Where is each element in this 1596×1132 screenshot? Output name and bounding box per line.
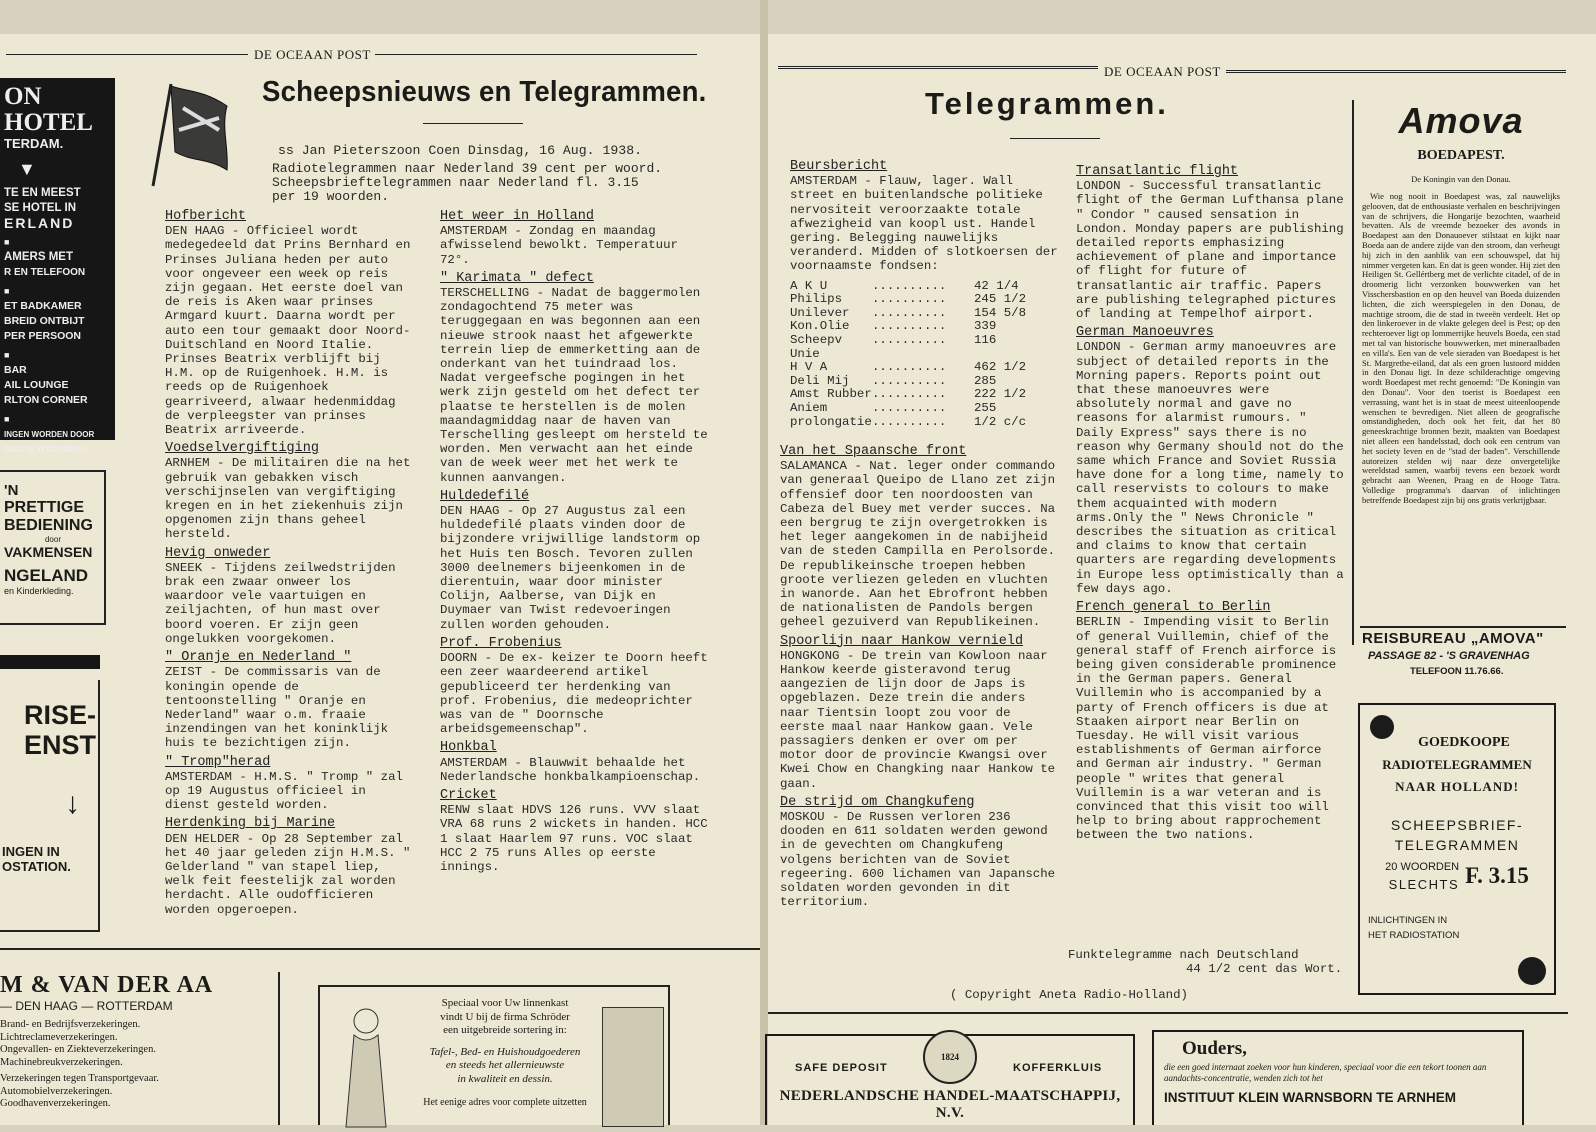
radio-price-label (1385, 859, 1459, 893)
clothing-line: door (44, 535, 61, 544)
insurance-item: Machinebreukverzekeringen. (0, 1056, 123, 1068)
stock-row (790, 334, 1060, 361)
stock-value: 42 1/4 (974, 278, 1019, 293)
article-head: German Manoeuvres (1076, 325, 1214, 341)
stock-value: 1/2 c/c (974, 414, 1027, 429)
stock-name: Amst Rubber (790, 387, 872, 402)
clothing-line: PRETTIGE (4, 499, 85, 516)
article-text: DOORN - De ex- keizer te Doorn heeft een zeer waardeerend artikel gepubliceerd ter herdenking van prof. Frobenius, die medeoprichter was van de " Doornsche arbeidsgemeenschap". (440, 651, 708, 737)
linen-line: Speciaal voor Uw linnenkast (441, 997, 569, 1009)
article-text: SALAMANCA - Nat. leger onder commando van generaal Queipo de Llano zet zijn offensief door ten noordoosten van Cabeza del Buey met verder succes. Na een bergrug te zijn overgetrokken is het leger aangekomen in de nabijheid van de steden Campilla en Perolsorde. De republikeinsche troepen hebben groote verliezen geleden en vluchten in wanorde. Aan het Ebrofront hebben de nationalisten de Pandols bergen geheel gezuiverd van Republikeinen. (780, 459, 1056, 630)
article-head: " Tromp"herad (165, 754, 271, 770)
article-text: LONDON - Successful transatlantic flight of the German Lufthansa plane " Condor " caused sensation in London. Monday papers are publishing detailed reports emphasizing achievement of plane and importance of flight for future of transatlantic air traffic. Papers are publishing telegraphed pictures of landing at Tempelhof airport. (1076, 179, 1344, 322)
hotel-line: ERLAND (4, 215, 75, 231)
insurance-item: Goodhavenverzekeringen. (0, 1098, 111, 1109)
hotel-ad-city: TERDAM. (4, 136, 64, 151)
hotel-line: PER PERSOON (4, 330, 82, 342)
article-head: Huldedefilé (440, 488, 530, 504)
bank-emblem (923, 1030, 977, 1084)
flag-illustration (143, 78, 235, 190)
school-ad-name: INSTITUUT KLEIN WARNSBORN TE ARNHEM (1164, 1090, 1456, 1105)
dateline: ss Jan Pieterszoon Coen Dinsdag, 16 Aug. 1938. (278, 143, 643, 158)
insurance-item: Lichtreclameverzekeringen. (0, 1031, 118, 1043)
bank-year: 1824 (941, 1052, 959, 1062)
hotel-line: GRATIS VERZONDEN. (4, 445, 89, 454)
article-text: ARNHEM - De militairen die na het gebruik van gebakken visch verschijnselen van vergiftiging kregen en in het ziekenhuis zijn opgenomen zijn thans geheel hersteld. (165, 456, 411, 542)
stock-name: Scheepv Unie (790, 333, 843, 361)
hotel-line: R EN TELEFOON (4, 267, 86, 278)
insurance-name: M & VAN DER AA (0, 972, 214, 998)
stock-name: Philips (790, 292, 843, 307)
bank-name: NEDERLANDSCHE HANDEL-MAATSCHAPPIJ, N.V. (779, 1088, 1121, 1121)
article-head: French general to Berlin (1076, 600, 1271, 616)
rise-line: RISE- (23, 700, 96, 730)
hotel-line: AMERS MET (4, 251, 73, 263)
masthead-rule-right-2 (1226, 70, 1566, 73)
stock-name: prolongatie (790, 414, 872, 429)
news-column-2 (440, 210, 708, 879)
insurance-item: Ongevallen- en Ziekteverzekeringen. (0, 1044, 156, 1055)
article-text: RENW slaat HDVS 126 runs. VVV slaat VRA 68 runs 2 wickets in handen. HCC 1 slaat Haarlem 97 runs. VOC slaat HCC 2 75 runs Alles op eerste innings. (440, 803, 708, 874)
cabinet-illustration (602, 1007, 664, 1127)
lightning-circle-icon (1370, 715, 1394, 739)
masthead-rule-left (6, 54, 248, 55)
hotel-line: RLTON CORNER (4, 394, 88, 406)
article-head: Hofbericht (165, 209, 247, 224)
stock-name: H V A (790, 360, 828, 375)
stock-row (790, 361, 1060, 375)
clothing-line: NGELAND (4, 566, 89, 585)
stock-leader: .......... (872, 373, 947, 388)
stock-row (790, 307, 1060, 321)
stock-row (790, 293, 1060, 307)
insurance-list (0, 1019, 278, 1111)
linen-ad-text (410, 997, 600, 1110)
insurance-item: Brand- en Bedrijfsverzekeringen. (0, 1019, 141, 1030)
hotel-ad (0, 78, 115, 454)
stock-row (790, 375, 1060, 389)
hotel-line: SE HOTEL IN (4, 202, 76, 214)
insurance-cities: — DEN HAAG — ROTTERDAM (0, 999, 173, 1013)
stock-name: Deli Mij (790, 373, 850, 388)
radio-line: GOEDKOOPE (1418, 735, 1510, 750)
school-ad-title: Ouders, (1182, 1038, 1247, 1059)
amova-ad (1352, 100, 1564, 645)
funk-line: Funktelegramme nach Deutschland (1068, 948, 1299, 962)
stock-row (790, 388, 1060, 402)
article-text: DEN HELDER - Op 28 September zal het 40 jaar geleden zijn H.M.S. " Gelderland " van stapel liep, welk feit feestelijk zal worden herdacht. Alle oudofficieren worden opgeroepen. (165, 831, 411, 917)
article-head: Prof. Frobenius (440, 635, 562, 651)
clothing-line: en Kinderkleding. (4, 586, 74, 596)
hotel-ad-name: ON HOTEL (4, 83, 93, 136)
school-ad (1152, 1030, 1524, 1125)
insurance-item: Automobielverzekeringen. (0, 1085, 113, 1097)
linen-line: en steeds het allernieuwste (445, 1059, 565, 1071)
article-head: Van het Spaansche front (780, 444, 967, 459)
article-head: Herdenking bij Marine (165, 816, 336, 832)
amova-footer-rule (1360, 626, 1566, 628)
article-head: " Karimata " defect (440, 270, 594, 286)
amova-footer-2: PASSAGE 82 - 'S GRAVENHAG (1368, 650, 1530, 662)
rise-line: INGEN IN (2, 844, 60, 859)
linen-line: vindt U bij de firma Schröder (440, 1010, 570, 1023)
clothing-line: VAKMENSEN (4, 544, 93, 560)
bottom-ads-rule-left (0, 948, 760, 950)
article-head: Honkbal (440, 740, 497, 756)
article-head: Voedselvergiftiging (165, 441, 319, 457)
stock-value: 339 (974, 319, 997, 334)
rise-line: ENST (23, 730, 96, 760)
page-fold (760, 0, 768, 1125)
stock-leader: .......... (872, 333, 947, 347)
radio-telegram-ad (1358, 703, 1556, 995)
article-head: Cricket (440, 787, 497, 803)
article-text: SNEEK - Tijdens zeilwedstrijden brak een zwaar onweer los waardoor vele vaartuigen en zeiljachten, of hun mast over boord voeren. Er zijn geen ongelukken voorgekomen. (165, 560, 396, 646)
radio-line: INLICHTINGEN IN (1368, 915, 1448, 926)
masthead-left: DE OCEAAN POST (254, 47, 371, 62)
title-underline (423, 123, 523, 124)
article-text: AMSTERDAM - Flauw, lager. Wall street en buitenlandsche politieke nervositeit veroorzaakte totale afwezigheid van koopl ust. Handel gering. Belegging nauwelijks veranderd. Midden of slotkoersen der voornaamste fondsen: (790, 174, 1058, 274)
triangle-icon: ▼ (18, 159, 36, 179)
article-head: " Oranje en Nederland " (165, 650, 352, 666)
radio-line: NAAR HOLLAND! (1395, 779, 1519, 794)
stock-value: 222 1/2 (974, 387, 1027, 402)
radio-line: SLECHTS (1388, 877, 1460, 892)
article-head: Hevig onweder (165, 545, 271, 561)
clothing-line: 'N (4, 482, 19, 499)
amova-footer-3: TELEFOON 11.76.66. (1410, 666, 1504, 677)
hotel-line: ET BADKAMER (4, 300, 82, 312)
right-title-underline (1010, 138, 1100, 139)
left-page-title: Scheepsnieuws en Telegrammen. (262, 76, 707, 108)
insurance-item: Verzekeringen tegen Transportgevaar. (0, 1073, 159, 1084)
article-text: DEN HAAG - Officieel wordt medegedeeld dat Prins Bernhard en Prinses Juliana heden per auto voor ongeveer een week op reis zijn gegaan. Het eerste doel van de reis is Aken waar prinses Armgard kuurt. Daarna wordt per auto een tour gemaakt door Noord-Duitschland en Noord Italie. Prinses Beatrix verblijft bij H.M. op de Ruigenhoek. H.M. is reeds op de Ruigenhoek gearriveerd, alwaar hedenmiddag de verpleegster van prinses Beatrix arriveerde. (165, 224, 411, 438)
clothing-ad (0, 470, 106, 625)
stock-row (790, 402, 1060, 416)
article-text: AMSTERDAM - Blauwwit behaalde het Nederlandsche honkbalkampioenschap. (440, 755, 701, 784)
rise-ad (0, 680, 100, 932)
radio-dot-icon (1518, 957, 1546, 985)
article-text: HONGKONG - De trein van Kowloon naar Hankow keerde gisteravond terug aangezien de lijn door de Japs is opgeblazen. Deze trein die anders naar Tientsin loopt zou voor de eerste maal naar Hankow gaan. Vele passagiers denken er over om per motor door de provincie Kwangsi over Kwei Chow en Changking naar Hankow te gaan. (780, 648, 1056, 791)
article-text: ZEIST - De commissaris van de koningin opende de tentoonstelling " Oranje en Nederland" waar o.m. fraaie inzendingen van het koninklijk huis te bezichtigen zijn. (165, 665, 389, 751)
news-column-4 (1076, 165, 1348, 848)
article-head: Het weer in Holland (440, 209, 594, 224)
bank-ad-right: KOFFERKLUIS (1013, 1062, 1103, 1074)
linen-ad (318, 985, 670, 1125)
stock-value: 285 (974, 373, 997, 388)
stock-name: Unilever (790, 305, 850, 320)
arrow-down-icon: ↓ (65, 787, 80, 820)
bank-ad (765, 1034, 1135, 1125)
stock-value: 245 1/2 (974, 292, 1027, 307)
radio-line: TELEGRAMMEN (1394, 837, 1520, 853)
radio-price-row (1366, 859, 1548, 893)
masthead-right: DE OCEAAN POST (1104, 64, 1221, 79)
article-text: MOSKOU - De Russen verloren 236 dooden en 611 soldaten werden gewond in de gevechten om Changkufeng volgens berichten van de Soviet regeering. 600 lichamen van Japansche soldaten worden gevonden in dit territorium. (780, 810, 1056, 910)
hotel-line: TE EN MEEST (4, 187, 81, 199)
bank-ad-left: SAFE DEPOSIT (795, 1062, 888, 1074)
amova-body: Wie nog nooit in Boedapest was, zal nauwelijks gelooven, dat de enthousiaste verhalen en beschrijvingen van de schrijvers, die Hongarije bezochten, waarheid bevatten. Als de vreemde bezoeker des avonds in Boedapest aan den Donauoever stilstaat en kijkt naar Boeda aan de andere zijde van den stroom, dan verheugt hij zich in den aanblik van een schouwspel, dat hij nimmer vergeten kan. En dat is geen wonder. Hij ziet den Heiligen St. Gellértberg met de verlichte citadel, of de in droomerig licht verzonken bouwwerken van het Visschersbastion en op den heuvel van Boeda duizenden lichten, die zich weerspiegelen in den Donau, de machtige stroom, die de stad in tweeën verdeelt. Het op den linkeroever in de vlakte gelegen deel is Pest; op den rechteroever ligt op lommerrijke heuvels Boeda, een stad met tal van historische bouwwerken, met mineraalbaden en villa's. Een van de vele sieraden van Boedapest is het St. Margrethe-eiland, dat als een groen lustoord midden in den Donau ligt. In deze schilderachtige omgeving wordt Boedapest met recht genoemd: "De Koningin van den Donau". Voor den toerist is Boedapest een verrassing, want het is in staat de meest uiteenloopende wenschen te bevredigen. Niet alleen de geografische omstandigheden, doch ook het feit, dat het 80 geneeskrachtige bronnen bezit, maakten van Boedapest niet alleen een handelsstad, doch ook een centrum van het society leven en de "stad der baden". Verschillende autoreizen stelden wij naar deze onvergetelijke wereldstad samen, waarbij tevens een bezoek wordt gebracht aan Weenen, Praag en de Hooge Tatra. Volledige programma's daarvan of inlichtingen betreffende Boedapest zijn bij ons gratis verkrijgbaar. (1362, 191, 1560, 505)
stock-value: 462 1/2 (974, 360, 1027, 375)
stock-leader: .......... (872, 278, 947, 293)
hotel-ad-text: TE EN MEEST SE HOTEL IN ERLAND ■ AMERS MET R EN TELEFOON ■ ET BADKAMER BREID ONTBIJT PER PERSOON ■ BAR AIL LOUNGE RLTON CORNER ■ INGEN WORDEN DOOR GRATIS VERZONDEN. (4, 186, 111, 457)
school-ad-text: die een goed internaat zoeken voor hun kinderen, speciaal voor die een tekort toonen aan aandachts-concentratie, wenden zich tot het (1164, 1062, 1487, 1083)
rates-block (272, 162, 662, 204)
stock-leader: .......... (872, 319, 947, 334)
article-text: AMSTERDAM - H.M.S. " Tromp " zal op 19 Augustus officieel in dienst gesteld worden. (165, 769, 403, 813)
stock-leader: .......... (872, 305, 947, 320)
linen-line: in kwaliteit en dessin. (457, 1072, 553, 1085)
linen-line: een uitgebreide sortering in: (443, 1024, 567, 1036)
article-text: LONDON - German army manoeuvres are subject of detailed reports in the Morning papers. Reports point out that these manoeuvres were absolutely normal and gave no reasons for alarmist rumours. " Daily Express" says there is no reason why Germany should not do the same which France and Soviet Russia have done for a long time, namely to call reservists to colours to make them acquainted with modern arms.Only the " News Chronicle " describes the situation as critical and claims to know that certain quarters are regarding developments in Europe less optimistically than a few days ago. (1076, 340, 1344, 596)
stock-value: 116 (974, 333, 997, 347)
amova-city: BOEDAPEST. (1417, 148, 1505, 163)
stock-value: 154 5/8 (974, 305, 1027, 320)
news-column-1 (165, 210, 415, 922)
amova-logo: Amova (1398, 100, 1524, 141)
amova-subtitle: De Koningin van den Donau. (1411, 174, 1511, 184)
hotel-line: AIL LOUNGE (4, 379, 69, 391)
article-text: TERSCHELLING - Nadat de baggermolen zondagochtend 75 meter was teruggegaan en was begonnen aan een nieuwe strook naast het afgewerkte terrein liep de emmerketting aan de onderkant van het tuindraad los. Nadat vergeefsche pogingen in het werk zijn gesteld om het defect ter plaatse te herstellen is de molen maandagmiddag naar de haven van Terschelling gesleept om hersteld te worden. Men verwacht aan het einde van de week weer met het werk te kunnen aanvangen. (440, 286, 708, 485)
stock-leader: .......... (872, 360, 947, 375)
masthead-rule-right (375, 54, 697, 55)
hotel-line: BAR (4, 364, 27, 376)
article-text: BERLIN - Impending visit to Berlin of general Vuillemin, chief of the general staff of French airforce is being given considerable prominence in the German papers. General Vuillemin who is accompanied by a party of French officers is due at Staaken airport near Berlin on Tuesday. He will visit various establishments of German airforce and German air industry. " German people " writes that general Vuillemin is a war veteran and is convinced that this visit too will help to bring about rapprochement between the two nations. (1076, 615, 1337, 843)
radio-line: SCHEEPSBRIEF- (1390, 817, 1524, 833)
hotel-line: BREID ONTBIJT (4, 315, 85, 327)
article-head: Transatlantic flight (1076, 164, 1239, 179)
hotel-line: INGEN WORDEN DOOR (4, 430, 95, 439)
copyright: ( Copyright Aneta Radio-Holland) (950, 988, 1188, 1002)
stock-name: Aniem (790, 400, 828, 415)
rise-line: OSTATION. (2, 859, 71, 874)
radio-line: RADIOTELEGRAMMEN (1382, 757, 1532, 772)
stock-leader: .......... (872, 387, 947, 402)
linen-line: Tafel-, Bed- en Huishoudgoederen (429, 1045, 581, 1058)
radio-line: HET RADIOSTATION (1368, 930, 1460, 941)
stock-leader: .......... (872, 292, 947, 307)
radio-price: F. 3.15 (1465, 863, 1529, 888)
linen-line: Het eenige adres voor complete uitzetten (423, 1097, 587, 1108)
rates-line: Scheepsbrieftelegrammen naar Nederland fl. 3.15 (272, 175, 639, 190)
article-text: DEN HAAG - Op 27 Augustus zal een huldedefilé plaats vinden door de bijzondere vrijwillige landstorm op het Huis ten Bosch. Tevoren zullen 3000 deelnemers bijeenkomen in de dierentuin, waar door minister Colijn, Aalberse, van Dijk en Duymaer van Twist redevoeringen zullen worden gehouden. (440, 504, 701, 632)
masthead-rule-left-2 (778, 66, 1098, 69)
stock-name: Kon.Olie (790, 319, 850, 334)
stock-leader: .......... (872, 400, 947, 415)
stock-value: 255 (974, 400, 997, 415)
clothing-line: BEDIENING (4, 517, 93, 534)
news-column-3b (780, 445, 1060, 915)
news-column-3 (790, 160, 1060, 429)
woman-illustration (332, 1001, 402, 1127)
stock-table (790, 280, 1060, 430)
rates-line: Radiotelegrammen naar Nederland 39 cent per woord. (272, 161, 663, 176)
rates-line: per 19 woorden. (272, 189, 390, 204)
rise-ad-bar (0, 655, 100, 669)
stock-row (790, 416, 1060, 430)
article-head: Beursbericht (790, 159, 888, 174)
funk-line: 44 1/2 cent das Wort. (1186, 962, 1343, 977)
amova-footer-1: REISBUREAU „AMOVA" (1362, 630, 1544, 647)
stock-row (790, 280, 1060, 294)
bottom-ads-rule-right (768, 1012, 1568, 1014)
insurance-ad (0, 972, 280, 1125)
right-page-title: Telegrammen. (925, 86, 1169, 121)
stock-leader: .......... (872, 414, 947, 429)
radio-line: 20 WOORDEN (1385, 861, 1460, 873)
article-head: Spoorlijn naar Hankow vernield (780, 633, 1024, 649)
stock-row (790, 320, 1060, 334)
funk-notice (1068, 948, 1348, 976)
article-head: De strijd om Changkufeng (780, 794, 975, 810)
article-text: AMSTERDAM - Zondag en maandag afwisselend bewolkt. Temperatuur 72°. (440, 224, 678, 267)
stock-name: A K U (790, 278, 828, 293)
